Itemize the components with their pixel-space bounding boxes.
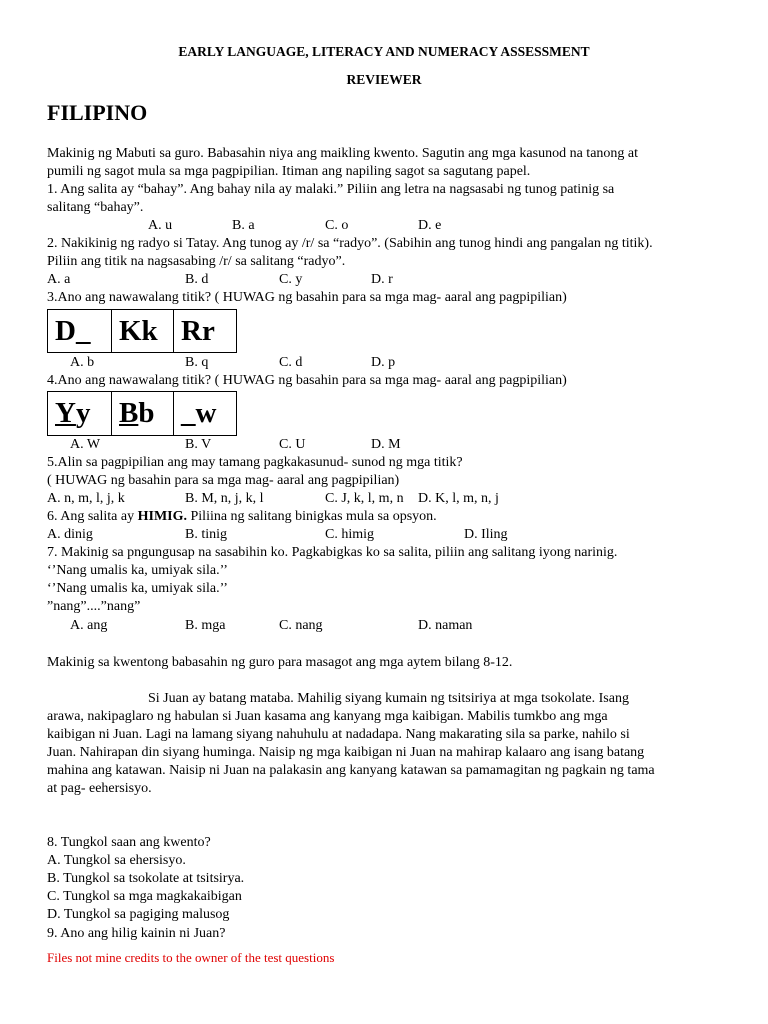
story-line-4: Juan. Nahirapan din siyang huminga. Naisip ng mga kaibigan ni Juan na mahirap kalaaro ang isang batang — [47, 745, 645, 760]
q6-choice-b: B. tinig — [185, 527, 228, 542]
q3-cell-2: Kk — [112, 310, 174, 352]
q6-text-pre: 6. Ang salita ay — [47, 509, 138, 524]
story-line-5: mahina ang katawan. Naisip ni Juan na palakasin ang kanyang katawan sa pamamagitan ng pagkain ng tama — [47, 763, 655, 778]
q3-choice-a: A. b — [70, 355, 95, 370]
q5-text-2: ( HUWAG ng basahin para sa mga mag- aaral ang pagpipilian) — [47, 473, 400, 488]
q3-cell-1: D_ — [48, 310, 112, 352]
q4-choice-c: C. U — [279, 437, 306, 452]
q2-choice-c: C. y — [279, 272, 303, 287]
q4-choice-d: D. M — [371, 437, 401, 452]
q5-text-1: 5.Alin sa pagpipilian ang may tamang pagkakasunud- sunod ng mga titik? — [47, 455, 463, 470]
q7-choice-c: C. nang — [279, 618, 323, 633]
story-line-3: kaibigan ni Juan. Lagi na lamang siyang nahuhulu at nadadapa. Nang makarating sila sa parke, nahilo si — [47, 727, 630, 742]
q6-choice-d: D. Iling — [464, 527, 508, 542]
q8-choice-c: C. Tungkol sa mga magkakaibigan — [47, 889, 242, 904]
q6-text — [47, 508, 437, 526]
q1-choice-d: D. e — [418, 218, 442, 233]
q2-choice-b: B. d — [185, 272, 209, 287]
section-heading: FILIPINO — [47, 100, 148, 125]
q6-text-post: Piliina ng salitang binigkas mula sa opsyon. — [187, 509, 437, 524]
q9-text-1: 9. Ano ang hilig kainin ni Juan? — [47, 926, 226, 941]
story-line-1: Si Juan ay batang mataba. Mahilig siyang kumain ng tsitsiriya at mga tsokolate. Isang — [148, 691, 629, 706]
q7-text-2: ‘’Nang umalis ka, umiyak sila.’’ — [47, 563, 228, 578]
q5-choice-a: A. n, m, l, j, k — [47, 491, 125, 506]
q4-cell-1-underlined: Y — [55, 397, 76, 429]
document-title: EARLY LANGUAGE, LITERACY AND NUMERACY ASSESSMENT — [178, 44, 590, 59]
q1-text-1: 1. Ang salita ay “bahay”. Ang bahay nila ay malaki.” Piliin ang letra na nagsasabi ng tunog patinig sa — [47, 182, 615, 197]
q3-cell-3: Rr — [181, 314, 215, 347]
q5-choice-d: D. K, l, m, n, j — [418, 491, 499, 506]
q4-cell-2 — [112, 392, 174, 435]
q7-choice-a: A. ang — [70, 618, 108, 633]
q6-choice-a: A. dinig — [47, 527, 93, 542]
intro-line-1: Makinig ng Mabuti sa guro. Babasahin niya ang maikling kwento. Sagutin ang mga kasunod na tanong at — [47, 146, 639, 161]
q8-choice-a: A. Tungkol sa ehersisyo. — [47, 853, 186, 868]
q4-choice-a: A. W — [70, 437, 101, 452]
q3-choice-b: B. q — [185, 355, 209, 370]
q3-choice-d: D. p — [371, 355, 396, 370]
q7-text-4: ”nang”....”nang” — [47, 599, 141, 614]
q4-cell-2-rest: b — [138, 397, 155, 429]
q8-text-1: 8. Tungkol saan ang kwento? — [47, 835, 211, 850]
q7-choice-b: B. mga — [185, 618, 226, 633]
intro-line-2: pumili ng sagot mula sa mga pagpipilian. Itiman ang napiling sagot sa sagutang papel. — [47, 164, 531, 179]
q4-text-1: 4.Ano ang nawawalang titik? ( HUWAG ng basahin para sa mga mag- aaral ang pagpipilian) — [47, 373, 567, 388]
story-line-2: arawa, nakipaglaro ng habulan si Juan kasama ang kanyang mga kaibigan. Mabilis tumkbo ang mga — [47, 709, 608, 724]
q2-text-1: 2. Nakikinig ng radyo si Tatay. Ang tunog ay /r/ sa “radyo”. (Sabihin ang tunog hindi ang pangalan ng titik). — [47, 236, 653, 251]
q3-choice-c: C. d — [279, 355, 303, 370]
q3-letter-table — [47, 309, 237, 353]
q7-choice-d: D. naman — [418, 618, 473, 633]
q1-text-2: salitang “bahay”. — [47, 200, 144, 215]
q7-text-1: 7. Makinig sa pngungusap na sasabihin ko. Pagkabigkas ko sa salita, piliin ang salitang iyong narinig. — [47, 545, 618, 560]
q1-choice-b: B. a — [232, 218, 255, 233]
q1-choice-a: A. u — [148, 218, 173, 233]
q2-text-2: Piliin ang titik na nagsasabing /r/ sa salitang “radyo”. — [47, 254, 346, 269]
credit-note: Files not mine credits to the owner of the test questions — [47, 950, 335, 965]
q6-choice-c: C. himig — [325, 527, 375, 542]
q4-letter-table — [47, 391, 237, 436]
q5-choice-b: B. M, n, j, k, l — [185, 491, 264, 506]
q5-choice-c: C. J, k, l, m, n — [325, 491, 404, 506]
q3-text-1: 3.Ano ang nawawalang titik? ( HUWAG ng basahin para sa mga mag- aaral ang pagpipilian) — [47, 290, 567, 305]
q4-cell-2-underlined: B — [119, 397, 139, 429]
story-instruction: Makinig sa kwentong babasahin ng guro para masagot ang mga aytem bilang 8-12. — [47, 655, 513, 670]
q6-keyword: HIMIG. — [137, 509, 187, 524]
q4-choice-b: B. V — [185, 437, 212, 452]
q4-cell-3: _w — [181, 397, 217, 429]
story-line-6: at pag- eehersisyo. — [47, 781, 152, 796]
q8-choice-d: D. Tungkol sa pagiging malusog — [47, 907, 230, 922]
q2-choice-a: A. a — [47, 272, 71, 287]
q2-choice-d: D. r — [371, 272, 393, 287]
q7-text-3: ‘’Nang umalis ka, umiyak sila.’’ — [47, 581, 228, 596]
q4-cell-1 — [48, 392, 112, 435]
q8-choice-b: B. Tungkol sa tsokolate at tsitsirya. — [47, 871, 245, 886]
document-subtitle: REVIEWER — [346, 72, 422, 87]
q4-cell-1-rest: y — [75, 397, 91, 429]
q1-choice-c: C. o — [325, 218, 349, 233]
